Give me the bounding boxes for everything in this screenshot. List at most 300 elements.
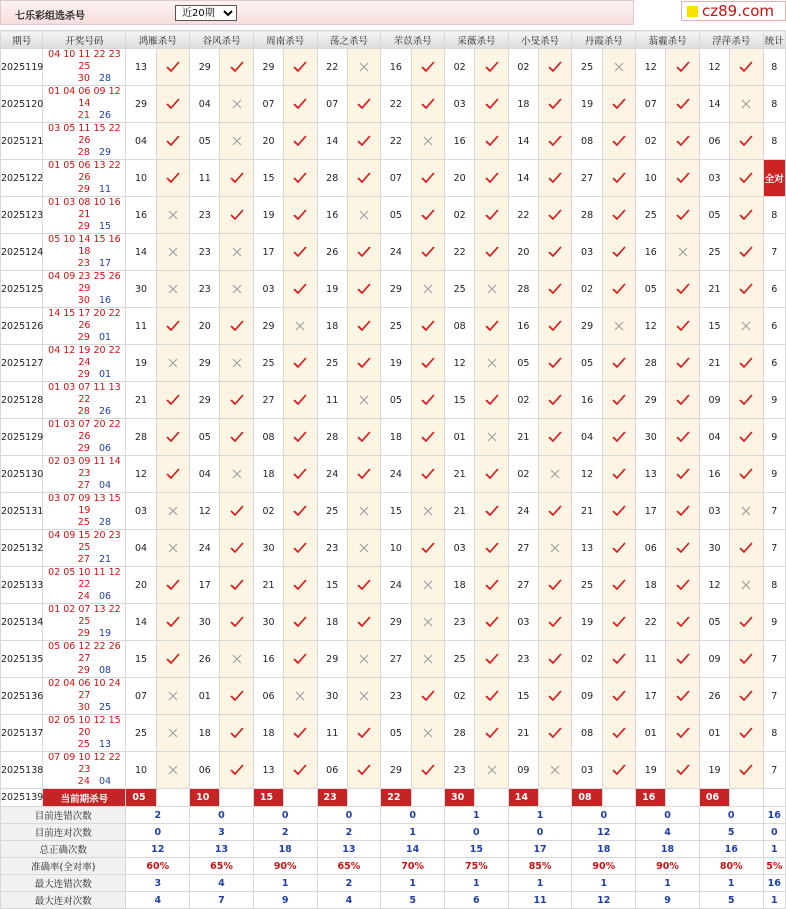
current-kill-number: 22: [381, 789, 411, 807]
checkmark-icon: [348, 246, 380, 258]
kill-number-cell: 21: [572, 493, 602, 530]
result-cell: [156, 234, 189, 271]
checkmark-icon: [730, 283, 762, 295]
kill-number-cell: 25: [699, 234, 729, 271]
result-cell: [411, 530, 444, 567]
checkmark-icon: [603, 431, 635, 443]
draw-line-1: [44, 345, 124, 369]
checkmark-icon: [284, 653, 316, 665]
draw-main-numbers: 01 02 07 13 22 25: [48, 604, 121, 627]
draw-line-2: [44, 480, 124, 492]
checkmark-icon: [157, 61, 189, 73]
draw-last-number: 27: [77, 554, 90, 565]
draw-last-number: 21: [77, 110, 90, 121]
cross-icon: [412, 284, 444, 294]
draw-main-numbers: 03 07 09 13 15 19: [48, 493, 121, 516]
stats-row: [1, 892, 786, 909]
cross-icon: [730, 321, 762, 331]
result-cell: [539, 160, 572, 197]
kill-number-cell: 09: [572, 678, 602, 715]
checkmark-icon: [666, 172, 698, 184]
table-row: [1, 530, 786, 567]
result-cell: [475, 123, 508, 160]
kill-number-cell: 23: [508, 641, 538, 678]
table-row: [1, 49, 786, 86]
kill-number-cell: 12: [699, 567, 729, 604]
table-row: [1, 678, 786, 715]
stats-value: 2: [253, 824, 317, 841]
result-cell: [156, 641, 189, 678]
kill-number-cell: 14: [508, 160, 538, 197]
kill-number-cell: 14: [126, 604, 156, 641]
checkmark-icon: [666, 209, 698, 221]
draw-line-1: [44, 530, 124, 554]
table-row: [1, 160, 786, 197]
kill-number-cell: 21: [508, 715, 538, 752]
result-cell: [220, 345, 253, 382]
kill-number-cell: 12: [190, 493, 220, 530]
result-cell: [666, 678, 699, 715]
result-cell: [666, 604, 699, 641]
stats-value: 9: [253, 892, 317, 909]
kill-number-cell: 29: [317, 641, 347, 678]
result-cell: [284, 382, 317, 419]
checkmark-icon: [666, 505, 698, 517]
kill-number-cell: 08: [572, 715, 602, 752]
checkmark-icon: [730, 172, 762, 184]
stats-value: 1: [444, 875, 508, 892]
cross-icon: [348, 654, 380, 664]
kill-number-cell: 27: [253, 382, 283, 419]
checkmark-icon: [412, 98, 444, 110]
result-cell: [730, 678, 763, 715]
kill-number-cell: 02: [444, 49, 474, 86]
kill-number-cell: 03: [572, 752, 602, 789]
count-cell: 8: [763, 49, 785, 86]
checkmark-icon: [539, 98, 571, 110]
result-cell: [220, 234, 253, 271]
result-cell: [156, 123, 189, 160]
stats-value: 0: [317, 807, 381, 824]
kill-number-cell: 23: [190, 234, 220, 271]
draw-special-number: 15: [98, 221, 112, 232]
result-cell: [666, 123, 699, 160]
kill-number-cell: 28: [317, 419, 347, 456]
stats-value: 13: [317, 841, 381, 858]
table-row: [1, 382, 786, 419]
result-cell: [411, 345, 444, 382]
result-cell: [220, 641, 253, 678]
kill-number-cell: 10: [636, 160, 666, 197]
checkmark-icon: [603, 283, 635, 295]
checkmark-icon: [475, 468, 507, 480]
kill-number-cell: 30: [317, 678, 347, 715]
draw-last-number: 23: [77, 258, 90, 269]
draw-main-numbers: 07 09 10 12 22 23: [48, 752, 121, 775]
checkmark-icon: [284, 394, 316, 406]
result-cell: [730, 123, 763, 160]
result-cell: [347, 493, 380, 530]
kill-number-cell: 03: [444, 530, 474, 567]
result-cell: [539, 752, 572, 789]
draw-line-1: [44, 160, 124, 184]
col-header-expert: 小旻杀号: [508, 31, 572, 49]
stats-value: 75%: [444, 858, 508, 875]
stats-value: 3: [190, 824, 254, 841]
kill-number-cell: 11: [317, 715, 347, 752]
result-cell: [602, 641, 635, 678]
checkmark-icon: [475, 616, 507, 628]
col-header-expert: 蓊霾杀号: [636, 31, 700, 49]
table-row: [1, 641, 786, 678]
result-cell: [475, 530, 508, 567]
stats-total: 1: [763, 892, 785, 909]
kill-number-cell: 15: [699, 308, 729, 345]
kill-number-cell: 07: [381, 160, 411, 197]
period-select[interactable]: [175, 5, 237, 21]
kill-number-cell: 02: [253, 493, 283, 530]
result-cell: [411, 641, 444, 678]
current-kill-number: 10: [190, 789, 220, 807]
stats-value: 1: [572, 875, 636, 892]
kill-number-cell: 19: [126, 345, 156, 382]
stats-value: 11: [508, 892, 572, 909]
kill-number-cell: 29: [126, 86, 156, 123]
kill-number-cell: 14: [126, 234, 156, 271]
checkmark-icon: [666, 61, 698, 73]
kill-number-cell: 17: [253, 234, 283, 271]
draw-line-1: [44, 86, 124, 110]
result-cell: [602, 567, 635, 604]
logo-square-icon: [687, 6, 698, 17]
stats-value: 1: [381, 824, 445, 841]
draw-line-2: [44, 665, 124, 677]
cross-icon: [348, 506, 380, 516]
result-cell: [220, 419, 253, 456]
kill-number-cell: 15: [444, 382, 474, 419]
kill-number-cell: 21: [699, 345, 729, 382]
kill-number-cell: 03: [508, 604, 538, 641]
checkmark-icon: [220, 727, 252, 739]
stats-value: 14: [381, 841, 445, 858]
stats-value: 15: [444, 841, 508, 858]
col-header-expert: 采薇杀号: [444, 31, 508, 49]
draw-line-1: [44, 715, 124, 739]
checkmark-icon: [220, 690, 252, 702]
stats-value: 0: [126, 824, 190, 841]
draw-numbers-cell: [43, 345, 126, 382]
cross-icon: [157, 543, 189, 553]
result-cell: [220, 308, 253, 345]
checkmark-icon: [220, 505, 252, 517]
draw-numbers-cell: [43, 419, 126, 456]
current-label: 当前期杀号: [43, 789, 126, 807]
kill-number-cell: 18: [190, 715, 220, 752]
draw-line-1: [44, 382, 124, 406]
result-cell: [475, 456, 508, 493]
checkmark-icon: [412, 357, 444, 369]
kill-number-cell: 19: [253, 197, 283, 234]
checkmark-icon: [730, 727, 762, 739]
stats-value: 2: [126, 807, 190, 824]
cross-icon: [220, 136, 252, 146]
result-cell: [347, 530, 380, 567]
result-cell: [220, 715, 253, 752]
table-row: [1, 715, 786, 752]
checkmark-icon: [348, 320, 380, 332]
draw-special-number: 01: [98, 369, 112, 380]
result-cell: [347, 678, 380, 715]
kill-number-cell: 23: [190, 197, 220, 234]
stats-total: 0: [763, 824, 785, 841]
result-cell: [220, 382, 253, 419]
count-cell: 7: [763, 234, 785, 271]
result-cell: [475, 382, 508, 419]
current-kill-number: 15: [253, 789, 283, 807]
stats-label: 总正确次数: [1, 841, 126, 858]
kill-number-cell: 02: [444, 197, 474, 234]
checkmark-icon: [284, 764, 316, 776]
draw-special-number: 19: [98, 628, 112, 639]
draw-main-numbers: 01 04 06 09 12 14: [48, 86, 121, 109]
result-cell: [475, 308, 508, 345]
result-cell: [411, 160, 444, 197]
result-cell: [666, 493, 699, 530]
cross-icon: [220, 654, 252, 664]
kill-number-cell: 11: [190, 160, 220, 197]
kill-number-cell: 22: [381, 123, 411, 160]
checkmark-icon: [284, 283, 316, 295]
result-cell: [156, 530, 189, 567]
result-cell: [347, 86, 380, 123]
result-cell: [411, 123, 444, 160]
checkmark-icon: [730, 653, 762, 665]
draw-main-numbers: 04 09 23 25 26 29: [48, 271, 121, 294]
kill-number-cell: 23: [317, 530, 347, 567]
result-cell: [475, 49, 508, 86]
kill-number-cell: 09: [699, 641, 729, 678]
result-cell: [220, 493, 253, 530]
kill-number-cell: 16: [253, 641, 283, 678]
result-cell: [284, 160, 317, 197]
kill-number-cell: 24: [190, 530, 220, 567]
checkmark-icon: [666, 394, 698, 406]
kill-number-cell: 30: [636, 419, 666, 456]
checkmark-icon: [475, 209, 507, 221]
result-cell: [156, 419, 189, 456]
kill-number-cell: 25: [126, 715, 156, 752]
period-cell: 2025136: [1, 678, 43, 715]
result-cell: [730, 234, 763, 271]
kill-number-cell: 15: [126, 641, 156, 678]
result-cell: [411, 715, 444, 752]
site-logo[interactable]: [681, 1, 786, 21]
checkmark-icon: [603, 246, 635, 258]
result-cell: [666, 271, 699, 308]
checkmark-icon: [666, 727, 698, 739]
checkmark-icon: [603, 357, 635, 369]
result-cell: [156, 160, 189, 197]
result-cell: [347, 456, 380, 493]
cross-icon: [412, 654, 444, 664]
kill-number-cell: 19: [699, 752, 729, 789]
result-cell: [602, 345, 635, 382]
checkmark-icon: [284, 98, 316, 110]
checkmark-icon: [730, 135, 762, 147]
result-cell: [220, 49, 253, 86]
stats-value: 0: [572, 807, 636, 824]
kill-number-cell: 04: [699, 419, 729, 456]
stats-value: 17: [508, 841, 572, 858]
table-row: [1, 271, 786, 308]
stats-value: 4: [636, 824, 700, 841]
stats-total: 1: [763, 841, 785, 858]
current-kill-number: 30: [444, 789, 474, 807]
kill-number-cell: 18: [317, 308, 347, 345]
kill-number-cell: 05: [699, 197, 729, 234]
kill-number-cell: 12: [126, 456, 156, 493]
stats-value: 0: [253, 807, 317, 824]
kill-number-cell: 09: [508, 752, 538, 789]
kill-number-cell: 15: [317, 567, 347, 604]
kill-number-cell: 16: [381, 49, 411, 86]
result-cell: [539, 604, 572, 641]
result-cell: [156, 604, 189, 641]
result-cell: [475, 234, 508, 271]
kill-number-cell: 05: [508, 345, 538, 382]
stats-value: 16: [699, 841, 763, 858]
draw-main-numbers: 04 10 11 22 23 25: [48, 49, 121, 72]
draw-main-numbers: 01 03 07 20 22 26: [48, 419, 121, 442]
stats-total: 16: [763, 875, 785, 892]
kill-number-cell: 29: [190, 382, 220, 419]
draw-line-2: [44, 406, 124, 418]
draw-line-2: [44, 702, 124, 714]
result-cell: [730, 382, 763, 419]
checkmark-icon: [284, 505, 316, 517]
checkmark-icon: [603, 653, 635, 665]
kill-number-table: [0, 30, 786, 909]
table-row: [1, 308, 786, 345]
checkmark-icon: [412, 320, 444, 332]
draw-line-2: [44, 591, 124, 603]
result-cell: [475, 86, 508, 123]
result-cell: [539, 456, 572, 493]
kill-number-cell: 26: [699, 678, 729, 715]
kill-number-cell: 03: [699, 160, 729, 197]
cross-icon: [157, 210, 189, 220]
count-cell: 全对: [763, 160, 785, 197]
kill-number-cell: 16: [444, 123, 474, 160]
draw-special-number: 17: [98, 258, 112, 269]
kill-number-cell: 06: [253, 678, 283, 715]
kill-number-cell: 03: [572, 234, 602, 271]
kill-number-cell: 09: [699, 382, 729, 419]
result-cell: [220, 271, 253, 308]
checkmark-icon: [284, 616, 316, 628]
checkmark-icon: [666, 764, 698, 776]
draw-last-number: 29: [77, 665, 90, 676]
kill-number-cell: 16: [699, 456, 729, 493]
checkmark-icon: [666, 653, 698, 665]
stats-label: 最大连错次数: [1, 875, 126, 892]
count-cell: 7: [763, 530, 785, 567]
kill-number-cell: 24: [381, 234, 411, 271]
result-cell: [475, 493, 508, 530]
checkmark-icon: [539, 579, 571, 591]
checkmark-icon: [475, 61, 507, 73]
draw-numbers-cell: [43, 641, 126, 678]
checkmark-icon: [284, 135, 316, 147]
checkmark-icon: [412, 468, 444, 480]
count-cell: 7: [763, 752, 785, 789]
count-cell: 6: [763, 308, 785, 345]
result-cell: [730, 49, 763, 86]
stats-value: 5: [381, 892, 445, 909]
draw-special-number: 01: [98, 332, 112, 343]
result-cell: [347, 382, 380, 419]
stats-label: 准确率(全对率): [1, 858, 126, 875]
result-cell: [475, 419, 508, 456]
draw-numbers-cell: [43, 382, 126, 419]
result-cell: [156, 345, 189, 382]
result-cell: [156, 752, 189, 789]
checkmark-icon: [539, 172, 571, 184]
checkmark-icon: [730, 542, 762, 554]
period-cell: 2025138: [1, 752, 43, 789]
kill-number-cell: 22: [508, 197, 538, 234]
kill-number-cell: 12: [636, 49, 666, 86]
kill-number-cell: 13: [636, 456, 666, 493]
kill-number-cell: 29: [190, 49, 220, 86]
result-cell: [602, 86, 635, 123]
checkmark-icon: [666, 431, 698, 443]
checkmark-icon: [412, 542, 444, 554]
draw-line-2: [44, 517, 124, 529]
cross-icon: [412, 506, 444, 516]
result-cell: [539, 123, 572, 160]
result-cell: [284, 123, 317, 160]
count-cell: 9: [763, 419, 785, 456]
checkmark-icon: [539, 616, 571, 628]
kill-number-cell: 02: [508, 49, 538, 86]
checkmark-icon: [157, 579, 189, 591]
checkmark-icon: [539, 209, 571, 221]
table-row: [1, 493, 786, 530]
kill-number-cell: 21: [253, 567, 283, 604]
col-header-expert: 荡之杀号: [317, 31, 381, 49]
stats-value: 1: [508, 807, 572, 824]
checkmark-icon: [220, 61, 252, 73]
draw-numbers-cell: [43, 530, 126, 567]
kill-number-cell: 20: [444, 160, 474, 197]
checkmark-icon: [603, 505, 635, 517]
checkmark-icon: [730, 357, 762, 369]
kill-number-cell: 25: [444, 271, 474, 308]
result-cell: [539, 382, 572, 419]
result-cell: [539, 715, 572, 752]
kill-number-cell: 10: [126, 752, 156, 789]
checkmark-icon: [157, 653, 189, 665]
kill-number-cell: 28: [126, 419, 156, 456]
checkmark-icon: [730, 764, 762, 776]
checkmark-icon: [348, 357, 380, 369]
stats-value: 0: [190, 807, 254, 824]
result-cell: [602, 49, 635, 86]
draw-special-number: 04: [98, 480, 112, 491]
kill-number-cell: 23: [190, 271, 220, 308]
draw-line-2: [44, 73, 124, 85]
